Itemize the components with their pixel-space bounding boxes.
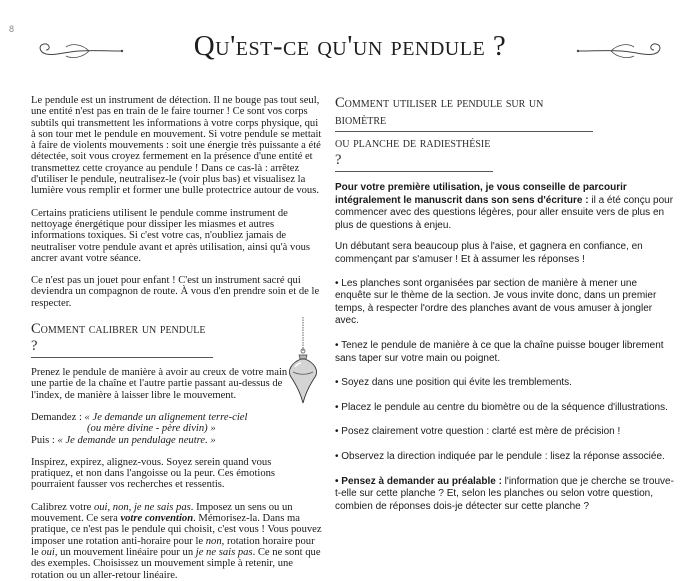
p3-part-b: oui, non, je ne sais pas (93, 501, 191, 513)
last-bullet-rest: l'information que je cherche se trouve-t-elle sur cette planche ? Et, selon les planches ou selon votre question, combien de réponses dois-je détecter sur cette planche ? (335, 475, 674, 512)
puis-phrase: « Je demande un pendulage neutre. » (57, 434, 216, 446)
usage-paragraph-1-bold: Pour votre première utilisation, je vous conseille de parcourir intégralement le manuscrit dans son sens d'écriture : (335, 182, 627, 206)
intro-paragraph-3: Ce n'est pas un jouet pour enfant ! C'est un instrument sacré qui deviendra un compagnon de route. À vous d'en prendre soin et de le respecter. (31, 275, 320, 309)
p3-part-j: je ne sais pas (195, 546, 253, 558)
p3-part-d: votre convention (120, 513, 194, 525)
puis-label: Puis : (31, 434, 58, 446)
intro-paragraph-1: Le pendule est un instrument de détection. Il ne bouge pas tout seul, une entité n'est pas en train de le faire tourner ! Ce sont vos corps subtils qui transmettent les informations à votre corps physique, qui à son tour met le pendule en mouvement. Si votre pendule se mettait à faire de violents mouvements : soit une énergie très puissante a été détectée, soit vous croyez fermement en la présence d'une entité et transmettez cette croyance au pendule ! Dans ce cas-là : arrêtez d'utiliser le pendule, neutralisez-le (voir plus bas) et visualisez la lumière vous remplir et former une bulle protectrice autour de vous. (31, 95, 322, 197)
demandez-label: Demandez : (31, 411, 85, 423)
right-column (335, 95, 675, 513)
calibrate-paragraph-3 (31, 502, 324, 581)
p3-part-e: . Mémorisez-la. Dans ma pratique, ce n'est pas le pendule qui choisit, c'est vous ! Vous pouvez imposer une rotation anti-horaire pour le (31, 513, 322, 547)
demandez-line (31, 412, 324, 423)
demandez-phrase-1: « Je demande un alignement terre-ciel (84, 411, 248, 423)
p3-part-i: , un mouvement linéaire pour un (54, 546, 196, 558)
p3-part-f: non (205, 535, 222, 547)
heading-underline (31, 357, 213, 358)
biometre-heading-line-2: ou planche de radiesthésie ? (335, 135, 491, 168)
pendulum-illustration (285, 317, 321, 405)
biometre-heading-line-1: Comment utiliser le pendule sur un biomètre (335, 95, 544, 128)
bullet-item-last (335, 476, 675, 514)
usage-paragraph-1 (335, 182, 675, 232)
intro-paragraph-2: Certains praticiens utilisent le pendule comme instrument de nettoyage énergétique pour dissiper les miasmes et autres informations toxiques. Si c'est votre cas, n'oubliez jamais de neutraliser votre pendule avant et après utilisation, ainsi qu'à vous ancrer avant votre séance. (31, 207, 311, 264)
p3-part-g: , rotation horaire pour le (31, 535, 315, 558)
heading-underline-1 (335, 131, 593, 132)
calibrate-paragraph-2: Inspirez, expirez, alignez-vous. Soyez serein quand vous pratiquez, et non dans l'angoisse ou la peur. Ces émotions pourraient fausser vos recherches et ressentis. (31, 456, 276, 491)
right-flourish-ornament (576, 38, 666, 64)
p3-part-h: oui (41, 546, 55, 558)
bullet-item: • Soyez dans une position qui évite les tremblements. (335, 377, 572, 389)
bullet-item: • Tenez le pendule de manière à ce que la chaîne puisse bouger librement sans taper sur votre main ou poignet. (335, 339, 664, 364)
p3-part-a: Calibrez votre (31, 501, 94, 513)
left-column (31, 95, 324, 581)
demandez-line-2 (31, 423, 324, 434)
bullet-item: • Posez clairement votre question : clarté est mère de précision ! (335, 426, 621, 438)
bullet-item: • Les planches sont organisées par section de manière à mener une enquête sur le thème de la section. Je vous invite donc, dans un premier temps, à respecter l'ordre des planches avant de vous amuser à jongler avec. (335, 277, 657, 327)
last-bullet-bold: • Pensez à demander au préalable : (335, 475, 502, 487)
demandez-phrase-2: (ou mère divine - père divin) » (87, 423, 216, 435)
biometre-heading-line-2-wrap (335, 135, 493, 172)
usage-paragraph-2: Un débutant sera beaucoup plus à l'aise, et gagnera en confiance, en commençant par s'amuser ! Et à assumer les réponses ! (335, 241, 643, 265)
biometre-section-heading (335, 95, 593, 132)
p3-part-c: . Imposez un sens ou un mouvement. Ce sera (31, 501, 293, 525)
calibrate-section-heading (31, 321, 213, 358)
page-number: 8 (9, 24, 15, 34)
page-title: Qu'est-ce qu'un pendule ? (193, 30, 507, 62)
bullet-item: • Observez la direction indiquée par le pendule : lisez la réponse associée. (335, 450, 665, 462)
puis-line (31, 435, 324, 446)
bullet-item: • Placez le pendule au centre du biomètre ou de la séquence d'illustrations. (335, 401, 668, 413)
p3-part-k: . Ce ne sont que des exemples. Choisissez un mouvement simple à retenir, une rotation ou un aller-retour linéaire. (31, 546, 321, 581)
calibrate-heading-text: Comment calibrer un pendule ? (31, 321, 206, 355)
calibrate-paragraph-1: Prenez le pendule de manière à avoir au creux de votre main une partie de la chaîne et l'autre partie passant au-dessus de l'index, de manière à laisser libre le mouvement. (31, 367, 288, 401)
heading-underline-2 (335, 171, 493, 172)
usage-paragraph-1-rest: il a été conçu pour commencer avec des questions légères, pour aller ensuite vers de plus en plus de questions à enjeu. (335, 194, 674, 231)
